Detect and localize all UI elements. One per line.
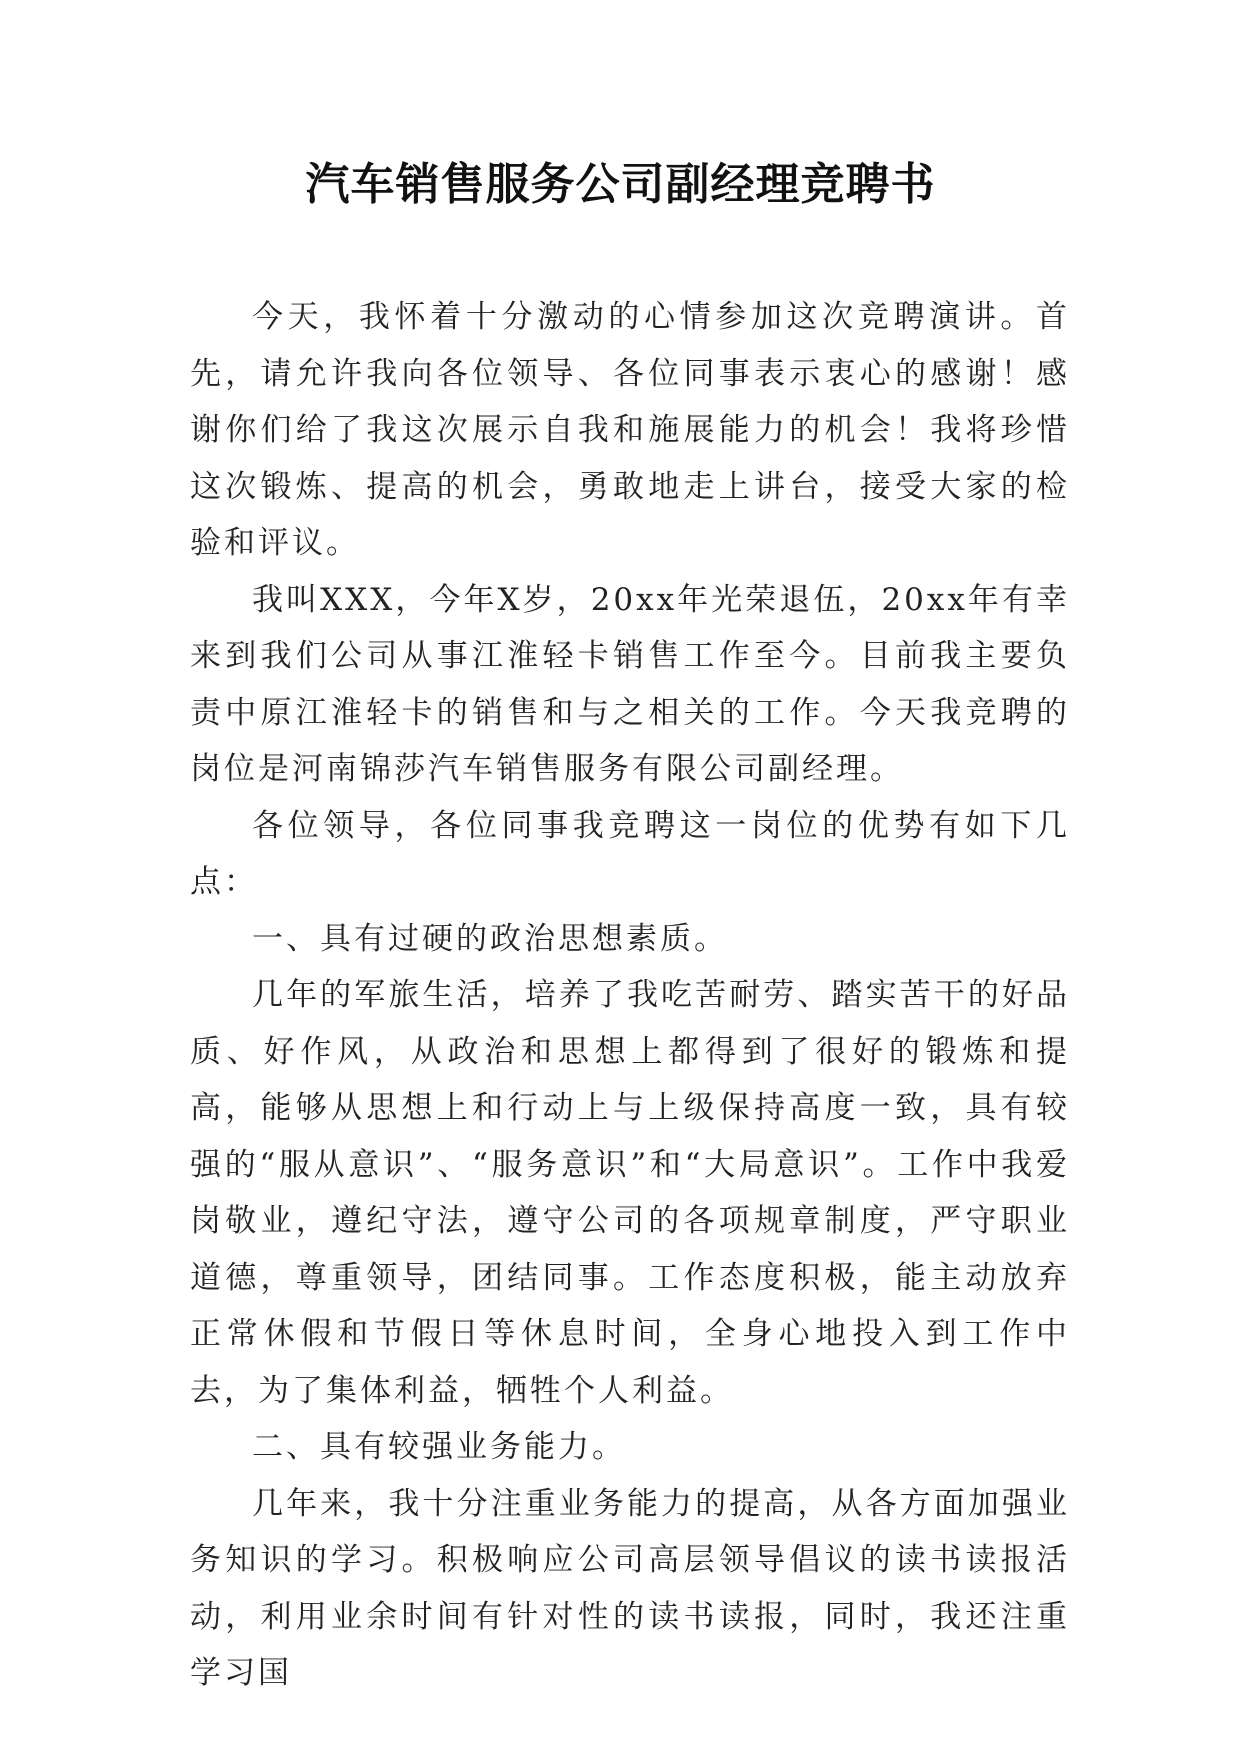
- paragraph-intro: 今天，我怀着十分激动的心情参加这次竞聘演讲。首先，请允许我向各位领导、各位同事表示衷心的感谢！感谢你们给了我这次展示自我和施展能力的机会！我将珍惜这次锻炼、提高的机会，勇敢地走上讲台，接受大家的检验和评议。: [190, 299, 1070, 561]
- section-heading-2: 二、具有较强业务能力。: [252, 1429, 626, 1465]
- document-title: 汽车销售服务公司副经理竞聘书: [305, 159, 936, 210]
- paragraph-self-introduction: 我叫XXX，今年X岁，20xx年光荣退伍，20xx年有幸来到我们公司从事江淮轻卡销售工作至今。目前我主要负责中原江淮轻卡的销售和与之相关的工作。今天我竞聘的岗位是河南锦莎汽车销售服务有限公司副经理。: [190, 581, 1070, 787]
- paragraph-business-ability: 几年来，我十分注重业务能力的提高，从各方面加强业务知识的学习。积极响应公司高层领导倡议的读书读报活动，利用业余时间有针对性的读书读报，同时，我还注重学习国: [190, 1485, 1070, 1691]
- document-body: [190, 289, 1070, 1702]
- paragraph-advantages-lead: 各位领导，各位同事我竞聘这一岗位的优势有如下几点：: [190, 807, 1070, 900]
- paragraph-political-quality: 几年的军旅生活，培养了我吃苦耐劳、踏实苦干的好品质、好作风，从政治和思想上都得到了很好的锻炼和提高，能够从思想上和行动上与上级保持高度一致，具有较强的“服从意识”、“服务意识”和“大局意识”。工作中我爱岗敬业，遵纪守法，遵守公司的各项规章制度，严守职业道德，尊重领导，团结同事。工作态度积极，能主动放弃正常休假和节假日等休息时间，全身心地投入到工作中去，为了集体利益，牺牲个人利益。: [190, 977, 1070, 1409]
- section-heading-1: 一、具有过硬的政治思想素质。: [252, 920, 728, 957]
